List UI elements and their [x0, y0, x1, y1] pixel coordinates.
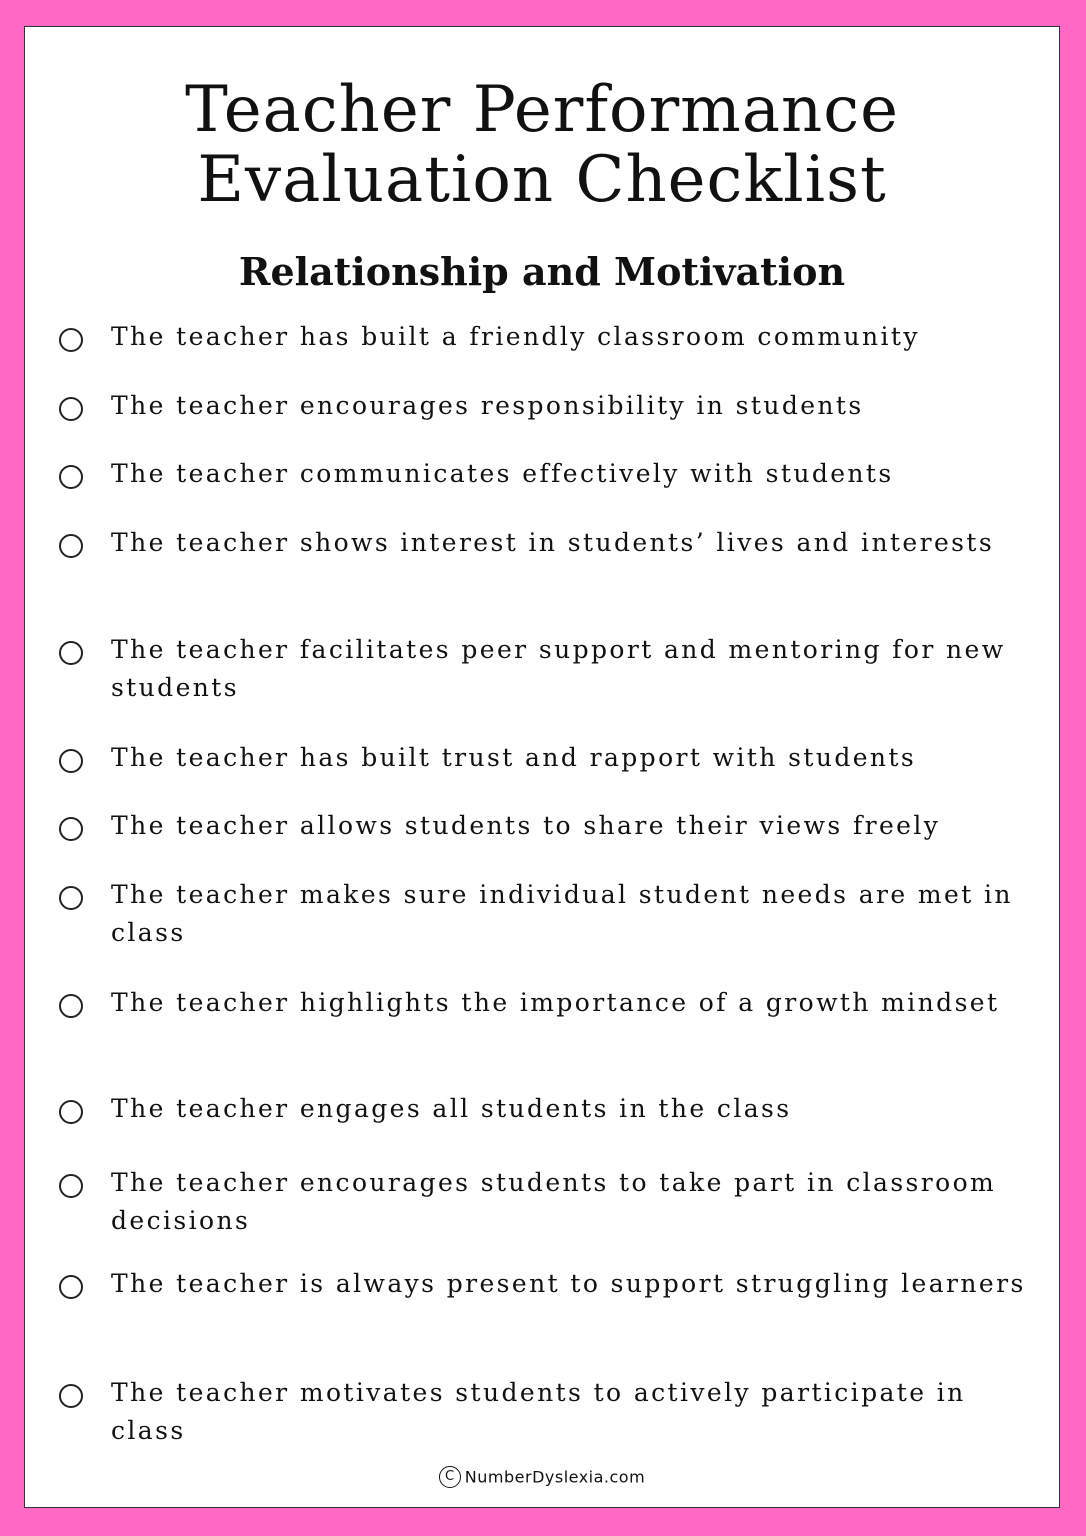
checklist-item-text: The teacher is always present to support struggling learners	[111, 1269, 1026, 1298]
checkbox-circle[interactable]	[59, 886, 83, 910]
checkbox-circle[interactable]	[59, 1384, 83, 1408]
checkbox-circle[interactable]	[59, 465, 83, 489]
checklist-sheet	[24, 26, 1060, 1508]
checkbox-circle[interactable]	[59, 328, 83, 352]
checklist-item-text: The teacher highlights the importance of a growth mindset	[111, 988, 1000, 1017]
title-line-2: Evaluation Checklist	[197, 143, 887, 217]
checkbox-circle[interactable]	[59, 749, 83, 773]
checkbox-circle[interactable]	[59, 817, 83, 841]
checklist-item-text: The teacher communicates effectively with students	[111, 459, 894, 488]
checkbox-circle[interactable]	[59, 1174, 83, 1198]
checklist-item-text: The teacher encourages students to take part in classroom decisions	[111, 1168, 997, 1235]
copyright-icon: C	[439, 1466, 461, 1488]
checkbox-circle[interactable]	[59, 1100, 83, 1124]
checkbox-circle[interactable]	[59, 641, 83, 665]
site-name: NumberDyslexia.com	[464, 1467, 646, 1487]
checklist-item-text: The teacher motivates students to actively participate in class	[111, 1378, 966, 1445]
section-heading: Relationship and Motivation	[238, 249, 846, 294]
footer-credit	[25, 1466, 1059, 1488]
checkbox-circle[interactable]	[59, 1275, 83, 1299]
page-title	[25, 75, 1059, 215]
checkbox-circle[interactable]	[59, 397, 83, 421]
checklist-item-text: The teacher shows interest in students’ lives and interests	[111, 528, 995, 557]
checklist-item-text: The teacher encourages responsibility in students	[111, 391, 864, 420]
checklist-item-text: The teacher has built trust and rapport with students	[111, 743, 917, 772]
checklist-item-text: The teacher facilitates peer support and mentoring for new students	[111, 635, 1006, 702]
checklist-item-text: The teacher has built a friendly classroom community	[111, 322, 920, 351]
checklist-item-text: The teacher makes sure individual student needs are met in class	[111, 880, 1013, 947]
checklist-item-text: The teacher allows students to share their views freely	[111, 811, 941, 840]
title-line-1: Teacher Performance	[185, 73, 899, 147]
checkbox-circle[interactable]	[59, 994, 83, 1018]
checkbox-circle[interactable]	[59, 534, 83, 558]
checklist-item-text: The teacher engages all students in the class	[111, 1094, 792, 1123]
